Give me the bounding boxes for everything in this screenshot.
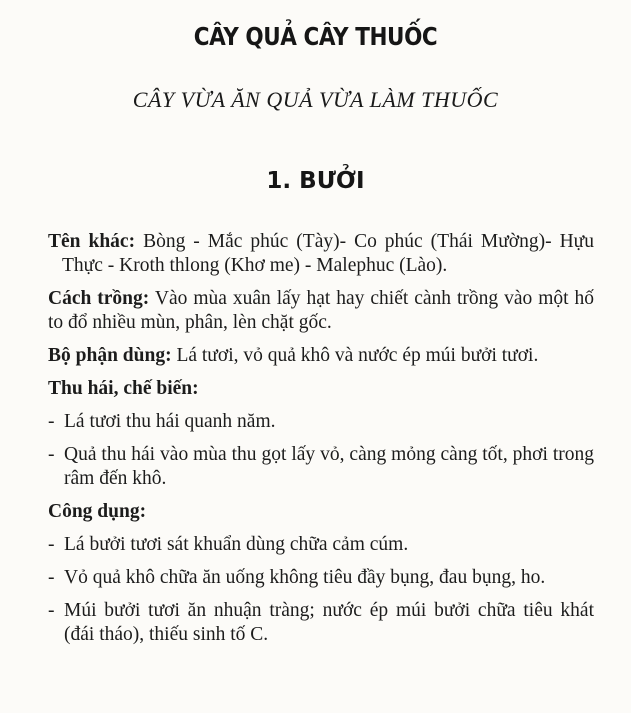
bullet-dash: - bbox=[48, 567, 55, 588]
bullet-dash: - bbox=[48, 600, 55, 621]
cultivation-label: Cách trồng: bbox=[48, 288, 150, 309]
other-names-paragraph bbox=[48, 230, 594, 278]
harvest-item-text: Quả thu hái vào mùa thu gọt lấy vỏ, càng mỏng càng tốt, phơi trong râm đến khô. bbox=[64, 444, 594, 489]
uses-heading: Công dụng: bbox=[48, 501, 147, 522]
cultivation-paragraph bbox=[48, 287, 594, 335]
bullet-dash: - bbox=[48, 534, 55, 555]
harvest-item bbox=[48, 410, 594, 434]
cultivation-text: Vào mùa xuân lấy hạt hay chiết cành trồng vào một hố to đổ nhiều mùn, phân, lèn chặt gốc. bbox=[48, 288, 594, 333]
entry-heading: 1. BƯỞI bbox=[266, 168, 365, 194]
other-names-label: Tên khác: bbox=[48, 231, 136, 252]
parts-used-text: Lá tươi, vỏ quả khô và nước ép múi bưởi tươi. bbox=[176, 345, 539, 366]
uses-item-text: Lá bưởi tươi sát khuẩn dùng chữa cảm cúm. bbox=[64, 534, 409, 555]
other-names-text: Bòng - Mắc phúc (Tày)- Co phúc (Thái Mường)- Hựu Thực - Kroth thlong (Khơ me) - Malephuc (Lào). bbox=[62, 231, 594, 276]
uses-item-text: Múi bưởi tươi ăn nhuận tràng; nước ép múi bưởi chữa tiêu khát (đái tháo), thiếu sinh tố C. bbox=[64, 600, 594, 645]
uses-item-text: Vỏ quả khô chữa ăn uống không tiêu đầy bụng, đau bụng, ho. bbox=[64, 567, 546, 588]
entry-body bbox=[48, 230, 594, 656]
parts-used-label: Bộ phận dùng: bbox=[48, 345, 172, 366]
bullet-dash: - bbox=[48, 444, 55, 465]
uses-item bbox=[48, 566, 594, 590]
harvest-heading: Thu hái, chế biến: bbox=[48, 378, 199, 399]
chapter-title: CÂY QUẢ CÂY THUỐC bbox=[193, 22, 438, 51]
section-subtitle: CÂY VỪA ĂN QUẢ VỪA LÀM THUỐC bbox=[132, 87, 499, 112]
bullet-dash: - bbox=[48, 411, 55, 432]
harvest-item-text: Lá tươi thu hái quanh năm. bbox=[64, 411, 276, 432]
uses-item bbox=[48, 599, 594, 647]
parts-used-paragraph bbox=[48, 344, 594, 368]
uses-item bbox=[48, 533, 594, 557]
harvest-item bbox=[48, 443, 594, 491]
